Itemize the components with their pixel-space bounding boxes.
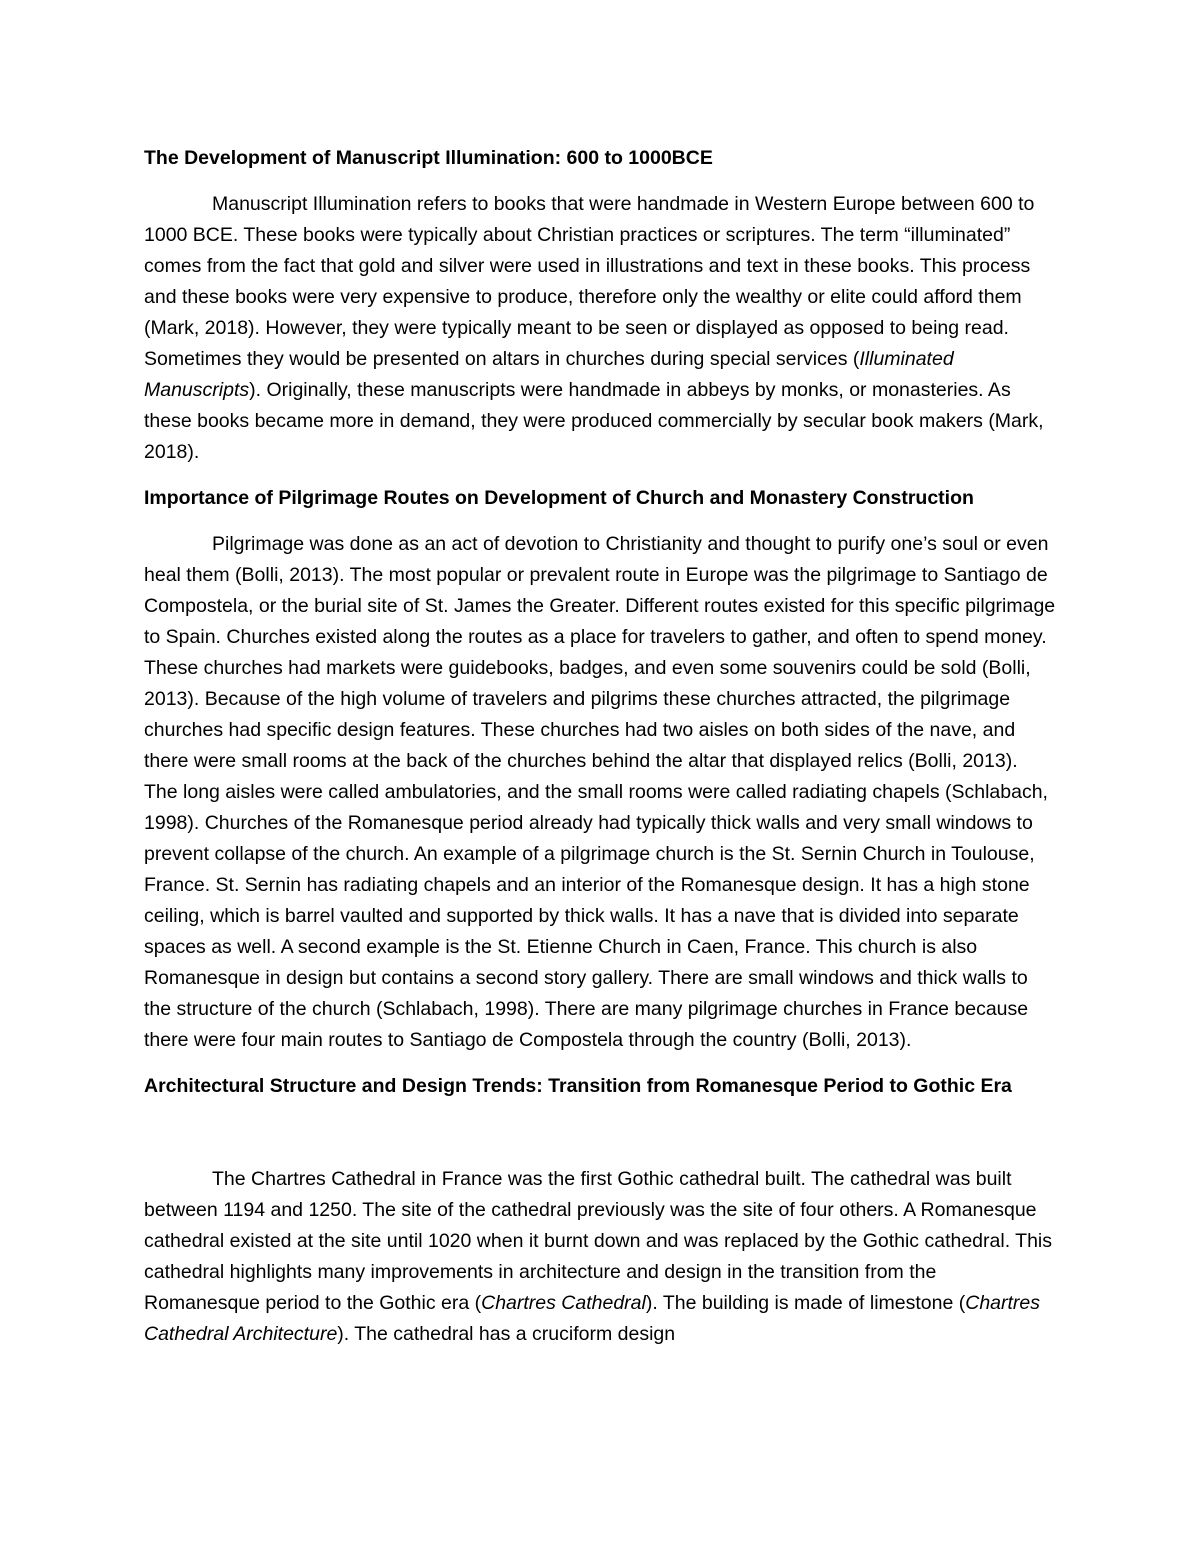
text-run: The Chartres Cathedral in France was the first Gothic cathedral built. The cathedral was built between 1194 and 1250. The site of the cathedral previously was the site of four others. A Romanesque cathedral existed at the site until 1020 when it burnt down and was replaced by the Gothic cathedral. This cathedral highlights many improvements in architecture and design in the transition from the Romanesque period to the Gothic era ( (144, 1168, 1053, 1314)
text-run: ). The cathedral has a cruciform design (337, 1323, 676, 1345)
section-heading-romanesque-to-gothic: Architectural Structure and Design Trends: Transition from Romanesque Period to Gothic Era (144, 1075, 1012, 1097)
italic-citation: Chartres Cathedral (481, 1292, 646, 1314)
section-heading-pilgrimage-routes: Importance of Pilgrimage Routes on Development of Church and Monastery Construction (144, 487, 974, 509)
paragraph-pilgrimage-routes (144, 529, 1056, 1056)
paragraph-manuscript-illumination (144, 189, 1056, 468)
blank-line (144, 1117, 1056, 1164)
italic-citation: Chartres Cathedral Architecture (144, 1292, 1041, 1345)
text-run: Pilgrimage was done as an act of devotion to Christianity and thought to purify one’s soul or even heal them (Bolli, 2013). The most popular or prevalent route in Europe was the pilgrimage to Santiago de Compostela, or the burial site of St. James the Greater. Different routes existed for this specific pilgrimage to Spain. Churches existed along the routes as a place for travelers to gather, and often to spend money. These churches had markets were guidebooks, badges, and even some souvenirs could be sold (Bolli, 2013). Because of the high volume of travelers and pilgrims these churches attracted, the pilgrimage churches had specific design features. These churches had two aisles on both sides of the nave, and there were small rooms at the back of the churches behind the altar that displayed relics (Bolli, 2013). The long aisles were called ambulatories, and the small rooms were called radiating chapels (Schlabach, 1998). Churches of the Romanesque period already had typically thick walls and very small windows to prevent collapse of the church. An example of a pilgrimage church is the St. Sernin Church in Toulouse, France. St. Sernin has radiating chapels and an interior of the Romanesque design. It has a high stone ceiling, which is barrel vaulted and supported by thick walls. It has a nave that is divided into separate spaces as well. A second example is the St. Etienne Church in Caen, France. This church is also Romanesque in design but contains a second story gallery. There are small windows and thick walls to the structure of the church (Schlabach, 1998). There are many pilgrimage churches in France because there were four main routes to Santiago de Compostela through the country (Bolli, 2013). (144, 533, 1056, 1051)
text-run: ). Originally, these manuscripts were handmade in abbeys by monks, or monasteries. As these books became more in demand, they were produced commercially by secular book makers (Mark, 2018). (144, 379, 1044, 463)
italic-citation: Illuminated Manuscripts (144, 348, 954, 401)
text-run: ). The building is made of limestone ( (645, 1292, 966, 1314)
paragraph-chartres-cathedral (144, 1164, 1056, 1350)
text-run: Manuscript Illumination refers to books that were handmade in Western Europe between 600 to 1000 BCE. These books were typically about Christian practices or scriptures. The term “illuminated” comes from the fact that gold and silver were used in illustrations and text in these books. This process and these books were very expensive to produce, therefore only the wealthy or elite could afford them (Mark, 2018). However, they were typically meant to be seen or displayed as opposed to being read. Sometimes they would be presented on altars in churches during special services ( (144, 193, 1035, 370)
section-heading-manuscript-illumination: The Development of Manuscript Illumination: 600 to 1000BCE (144, 147, 713, 169)
document-body (144, 143, 1056, 1365)
